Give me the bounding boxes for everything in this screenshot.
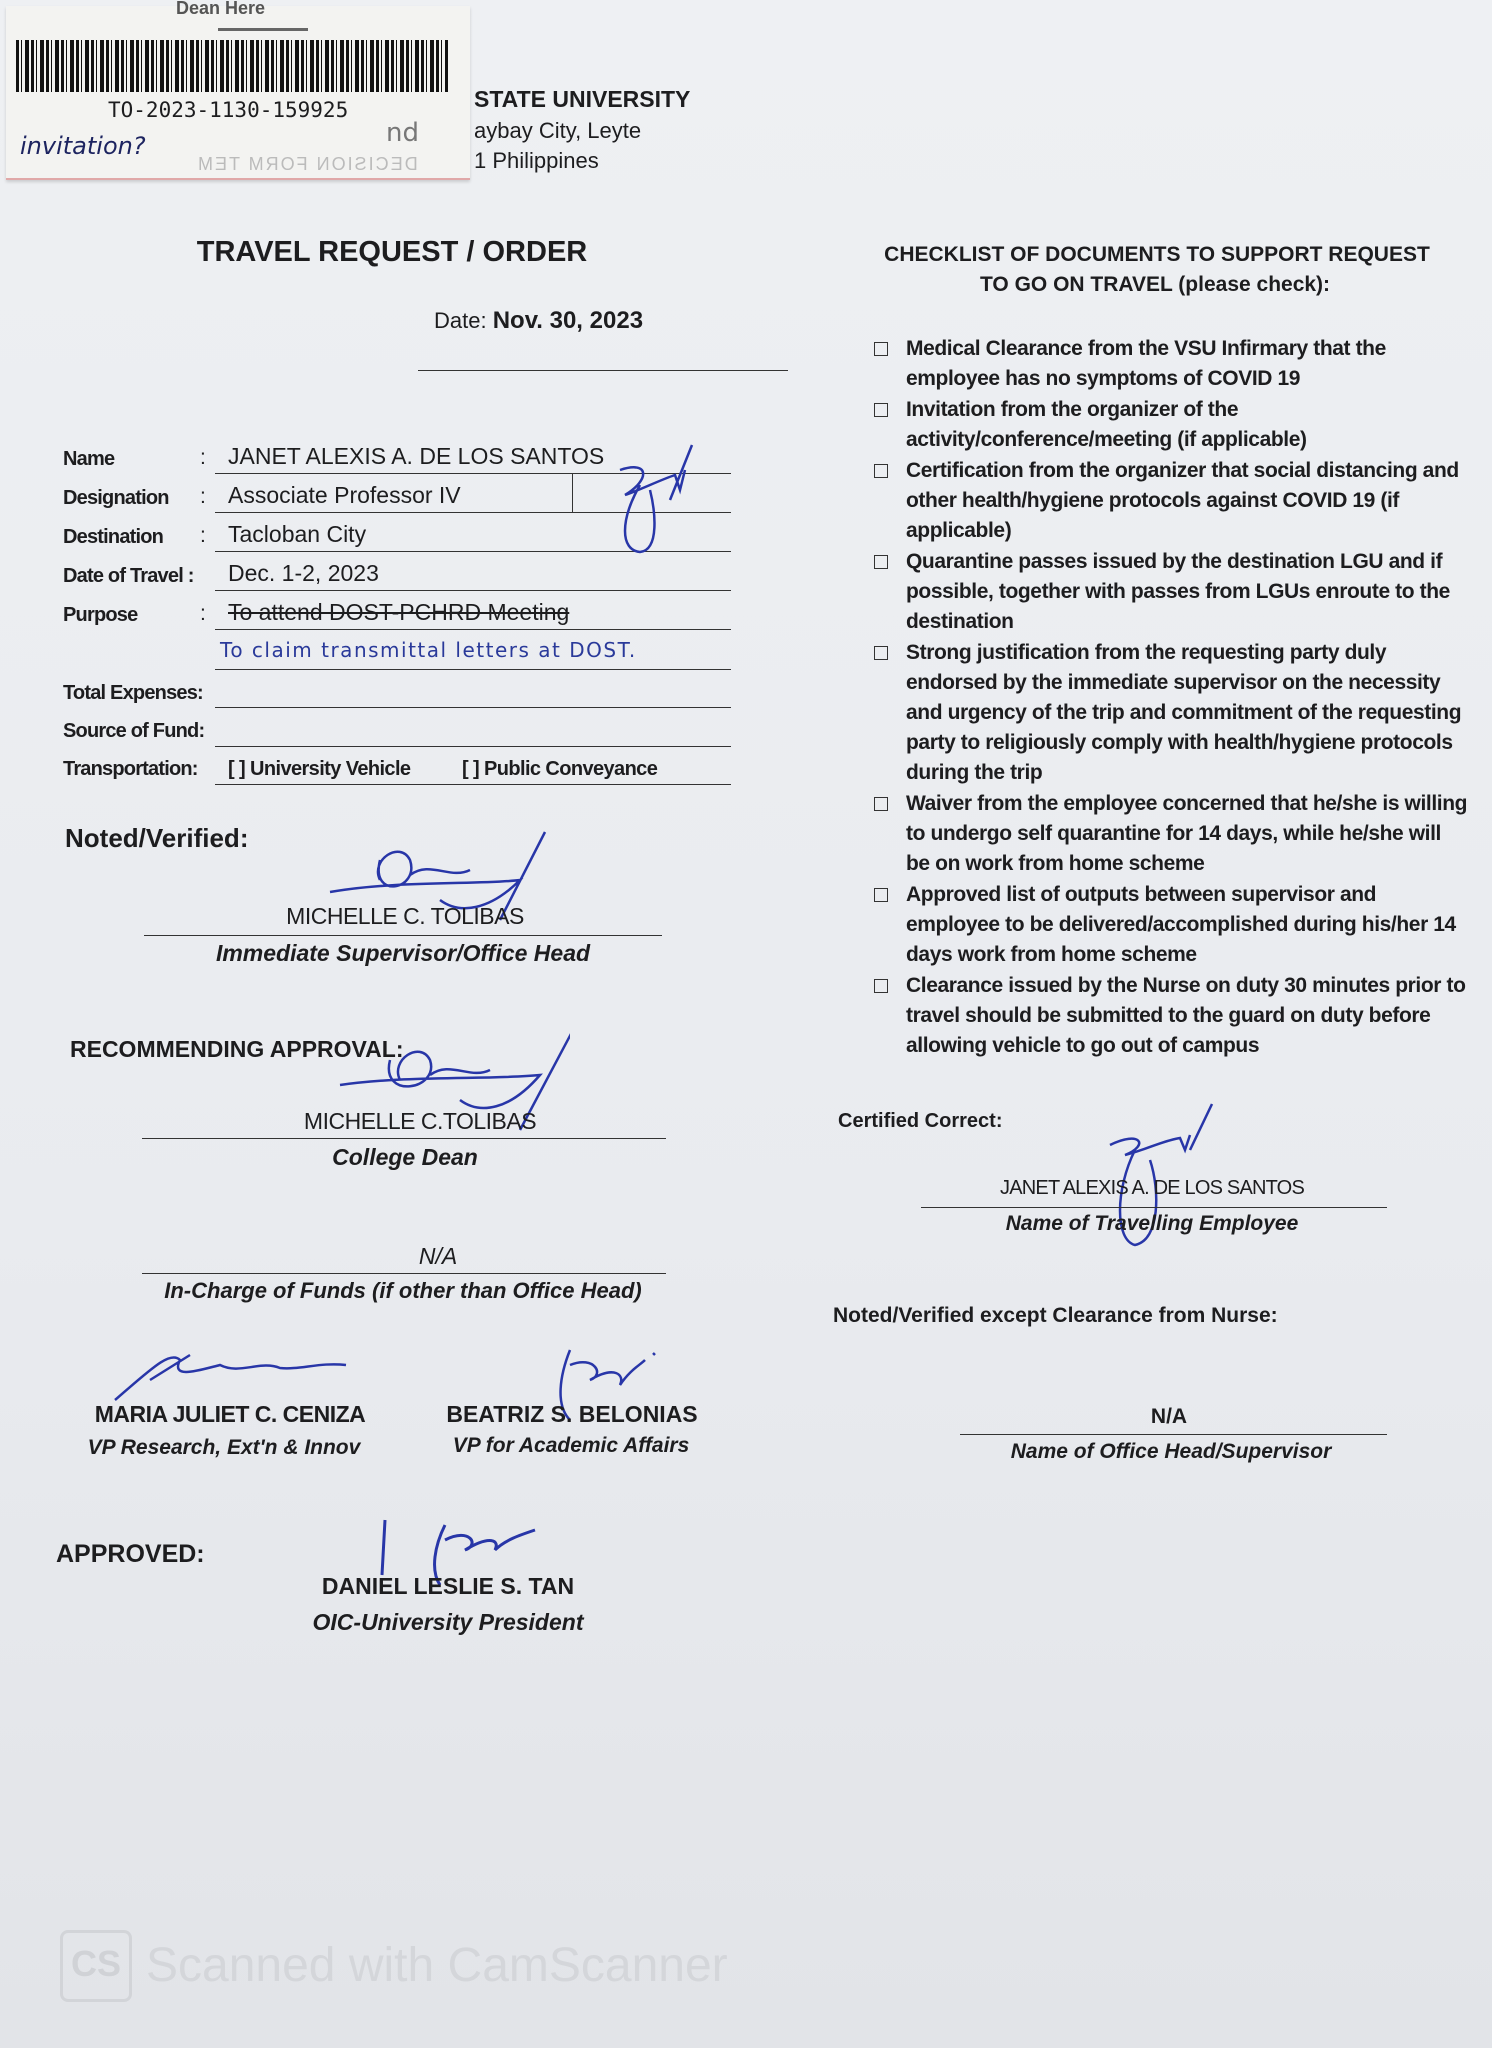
funds-title: In-Charge of Funds (if other than Office Head) (164, 1278, 642, 1303)
field-colon: : (200, 524, 206, 547)
university-name: STATE UNIVERSITY (474, 86, 691, 112)
date-underline (418, 370, 788, 371)
president-title: OIC-University President (312, 1609, 584, 1635)
checklist-item[interactable] (874, 547, 1470, 638)
office-head-name: N/A (1150, 1405, 1188, 1428)
supervisor-line (144, 935, 662, 936)
supervisor-title: Immediate Supervisor/Office Head (215, 940, 591, 966)
handwritten-initials: nd (386, 118, 419, 148)
field-value: Dec. 1-2, 2023 (228, 560, 379, 586)
field-underline (215, 590, 731, 591)
barcode-sticker (6, 0, 470, 180)
checklist-title-line1: CHECKLIST OF DOCUMENTS TO SUPPORT REQUEST (884, 243, 1430, 266)
dean-title: College Dean (332, 1144, 478, 1170)
signature-vp-research (110, 1340, 350, 1410)
field-label: Destination (63, 526, 164, 548)
employee-title: Name of Travelling Employee (1005, 1212, 1299, 1235)
checklist-title-line2: TO GO ON TRAVEL (please check): (979, 273, 1331, 296)
checklist-item-text: Strong justification from the requesting party duly endorsed by the immediate supervisor on the necessity and urgency of the trip and commitment of the requesting party to religiously comply with health/hygiene protocols during the trip (906, 641, 1462, 784)
checkbox[interactable] (874, 403, 888, 417)
field-label: Name (63, 448, 115, 470)
vp-research-name: MARIA JULIET C. CENIZA (94, 1401, 366, 1427)
vp-academic-name: BEATRIZ S. BELONIAS (446, 1401, 698, 1427)
checkbox[interactable] (874, 342, 888, 356)
dean-line (142, 1138, 666, 1139)
checklist-item-text: Quarantine passes issued by the destination LGU and if possible, together with passes from LGUs enroute to the destination (906, 550, 1450, 633)
field-colon: : (200, 485, 206, 508)
checklist-item[interactable] (874, 971, 1470, 1062)
camscanner-logo: CS (60, 1930, 132, 2002)
funds-line (142, 1273, 666, 1274)
checklist-item[interactable] (874, 880, 1470, 971)
checklist-item[interactable] (874, 395, 1470, 456)
checkbox[interactable] (874, 555, 888, 569)
sticker-dash (218, 28, 308, 31)
field-label: Purpose (63, 604, 138, 626)
checklist-item[interactable] (874, 456, 1470, 547)
field-colon: : (200, 602, 206, 625)
camscanner-watermark: Scanned with CamScanner (146, 1939, 728, 1992)
recommending-approval-label: RECOMMENDING APPROVAL: (70, 1036, 404, 1062)
tracking-code: TO-2023-1130-159925 (108, 98, 349, 122)
signature-employee (580, 440, 720, 560)
office-head-line (960, 1434, 1387, 1435)
field-value: Tacloban City (228, 521, 367, 547)
option-university-vehicle[interactable]: [ ] University Vehicle (228, 758, 411, 780)
checklist-item-text: Certification from the organizer that social distancing and other health/hygiene protocols against COVID 19 (if applicable) (906, 459, 1459, 542)
field-label: Total Expenses: (63, 682, 203, 704)
employee-line (921, 1207, 1387, 1208)
dean-name: MICHELLE C.TOLIBAS (303, 1108, 537, 1134)
president-name: DANIEL LESLIE S. TAN (321, 1573, 575, 1599)
purpose-handwritten: To claim transmittal letters at DOST. (220, 638, 637, 662)
approved-label: APPROVED: (56, 1540, 205, 1568)
checkbox[interactable] (874, 646, 888, 660)
field-value: Associate Professor IV (228, 482, 461, 508)
vp-research-title: VP Research, Ext'n & Innov (87, 1436, 361, 1459)
field-colon: : (200, 446, 206, 469)
handwritten-note: invitation? (20, 132, 146, 160)
checklist-item[interactable] (874, 334, 1470, 395)
field-label: Transportation: (63, 758, 198, 780)
checklist (874, 334, 1470, 1062)
checklist-item[interactable] (874, 638, 1470, 789)
barcode (16, 40, 448, 92)
funds-name: N/A (418, 1243, 458, 1269)
field-value-struck: To attend DOST-PCHRD Meeting (228, 599, 570, 625)
checklist-item-text: Clearance issued by the Nurse on duty 30 minutes prior to travel should be submitted to the guard on duty before allowing vehicle to go out of campus (906, 974, 1466, 1057)
checklist-item-text: Invitation from the organizer of the activity/conference/meeting (if applicable) (906, 398, 1307, 451)
certified-correct-label: Certified Correct: (838, 1110, 1003, 1132)
vp-academic-title: VP for Academic Affairs (452, 1434, 690, 1457)
checkbox[interactable] (874, 888, 888, 902)
field-underline (215, 629, 731, 630)
date-value: Nov. 30, 2023 (492, 307, 644, 334)
option-public-conveyance[interactable]: [ ] Public Conveyance (462, 758, 658, 780)
noted-verified-label: Noted/Verified: (65, 823, 249, 853)
checklist-item-text: Medical Clearance from the VSU Infirmary that the employee has no symptoms of COVID 19 (906, 337, 1386, 390)
field-label: Designation (63, 487, 169, 509)
checkbox[interactable] (874, 797, 888, 811)
university-country: 1 Philippines (474, 148, 599, 173)
office-head-title: Name of Office Head/Supervisor (1010, 1440, 1332, 1463)
form-title: TRAVEL REQUEST / ORDER (196, 236, 588, 268)
field-underline (215, 707, 731, 708)
checkbox[interactable] (874, 979, 888, 993)
field-label: Source of Fund: (63, 720, 205, 742)
field-divider (572, 474, 573, 512)
checkbox[interactable] (874, 464, 888, 478)
sticker-top-text: Dean Here (176, 0, 266, 18)
date-label: Date: (434, 308, 487, 333)
noted-except-label: Noted/Verified except Clearance from Nurse: (833, 1304, 1278, 1327)
date-row (434, 307, 643, 335)
sticker-bleed-text: DECISION FORM TEM (196, 154, 418, 174)
field-underline (215, 746, 731, 747)
employee-name: JANET ALEXIS A. DE LOS SANTOS (1000, 1177, 1304, 1199)
checklist-item-text: Approved list of outputs between supervisor and employee to be delivered/accomplished during his/her 14 days work from home scheme (906, 883, 1456, 966)
field-value: JANET ALEXIS A. DE LOS SANTOS (228, 443, 605, 469)
field-underline (215, 669, 731, 670)
supervisor-name: MICHELLE C. TOLIBAS (286, 903, 524, 929)
checklist-item-text: Waiver from the employee concerned that he/she is willing to undergo self quarantine for 14 days, while he/she will be on work from home scheme (906, 792, 1468, 875)
university-city: aybay City, Leyte (474, 118, 642, 143)
field-underline (215, 784, 731, 785)
checklist-item[interactable] (874, 789, 1470, 880)
field-label: Date of Travel : (63, 565, 194, 587)
